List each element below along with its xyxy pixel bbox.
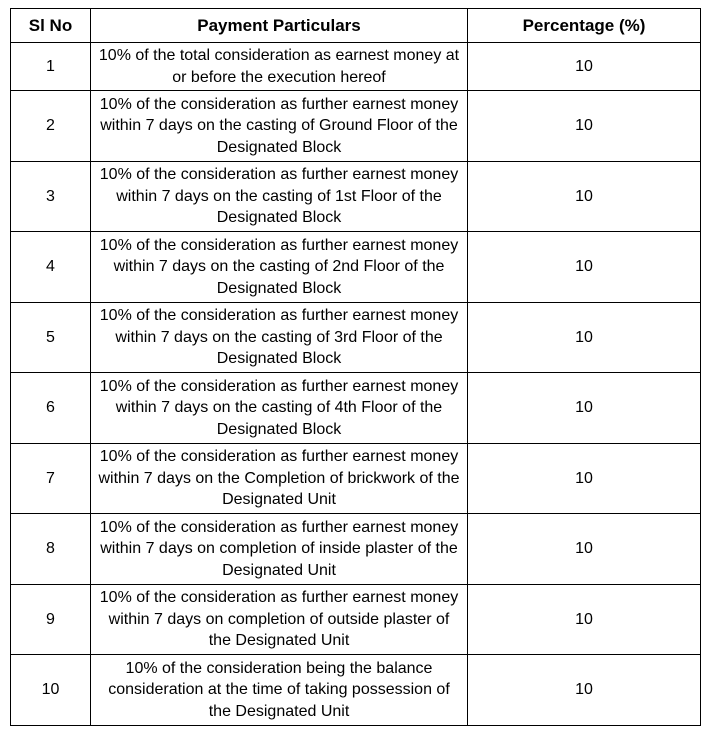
table-row	[11, 43, 701, 91]
table-row	[11, 443, 701, 514]
table-row	[11, 584, 701, 655]
cell-particulars: 10% of the consideration as further earnest money within 7 days on the casting of 4th Floor of the Designated Block	[91, 373, 468, 444]
cell-sl-no: 1	[11, 43, 91, 91]
table-row	[11, 232, 701, 303]
cell-sl-no: 6	[11, 373, 91, 444]
cell-sl-no: 5	[11, 302, 91, 373]
payment-schedule-table-wrapper	[10, 8, 701, 726]
cell-particulars: 10% of the consideration as further earnest money within 7 days on completion of outside plaster of the Designated Unit	[91, 584, 468, 655]
cell-percentage: 10	[468, 91, 701, 162]
cell-particulars: 10% of the consideration as further earnest money within 7 days on the casting of 3rd Floor of the Designated Block	[91, 302, 468, 373]
cell-particulars: 10% of the total consideration as earnest money at or before the execution hereof	[91, 43, 468, 91]
table-row	[11, 161, 701, 232]
cell-particulars: 10% of the consideration as further earnest money within 7 days on completion of inside plaster of the Designated Unit	[91, 514, 468, 585]
cell-percentage: 10	[468, 43, 701, 91]
cell-sl-no: 8	[11, 514, 91, 585]
cell-particulars: 10% of the consideration being the balance consideration at the time of taking possession of the Designated Unit	[91, 655, 468, 726]
cell-percentage: 10	[468, 373, 701, 444]
cell-percentage: 10	[468, 302, 701, 373]
header-payment-particulars: Payment Particulars	[91, 9, 468, 43]
table-row	[11, 373, 701, 444]
cell-sl-no: 3	[11, 161, 91, 232]
table-row	[11, 302, 701, 373]
header-percentage: Percentage (%)	[468, 9, 701, 43]
cell-particulars: 10% of the consideration as further earnest money within 7 days on the Completion of brickwork of the Designated Unit	[91, 443, 468, 514]
table-row	[11, 514, 701, 585]
cell-percentage: 10	[468, 161, 701, 232]
cell-particulars: 10% of the consideration as further earnest money within 7 days on the casting of Ground Floor of the Designated Block	[91, 91, 468, 162]
cell-percentage: 10	[468, 443, 701, 514]
cell-percentage: 10	[468, 232, 701, 303]
table-row	[11, 91, 701, 162]
header-row	[11, 9, 701, 43]
table-row	[11, 655, 701, 726]
cell-percentage: 10	[468, 655, 701, 726]
cell-sl-no: 4	[11, 232, 91, 303]
cell-sl-no: 9	[11, 584, 91, 655]
cell-sl-no: 7	[11, 443, 91, 514]
cell-percentage: 10	[468, 514, 701, 585]
cell-particulars: 10% of the consideration as further earnest money within 7 days on the casting of 1st Floor of the Designated Block	[91, 161, 468, 232]
header-sl-no: Sl No	[11, 9, 91, 43]
cell-sl-no: 10	[11, 655, 91, 726]
payment-schedule-table	[10, 8, 701, 726]
table-body	[11, 43, 701, 726]
cell-percentage: 10	[468, 584, 701, 655]
cell-sl-no: 2	[11, 91, 91, 162]
table-header	[11, 9, 701, 43]
cell-particulars: 10% of the consideration as further earnest money within 7 days on the casting of 2nd Floor of the Designated Block	[91, 232, 468, 303]
